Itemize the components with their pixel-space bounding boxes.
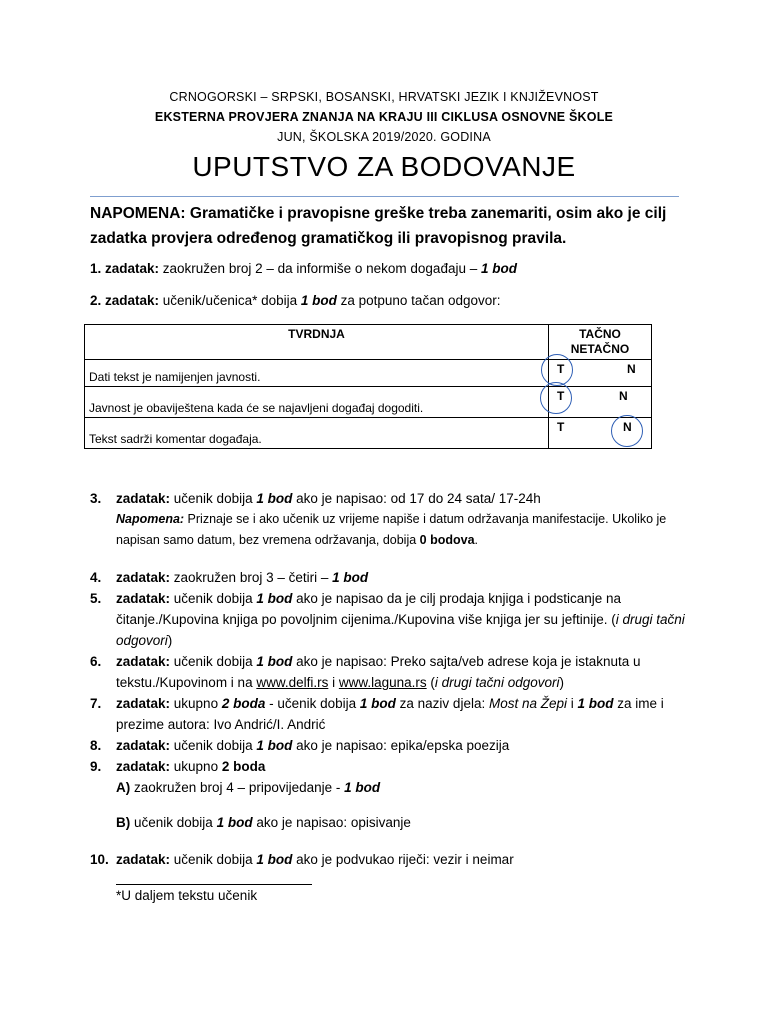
circle-mark [611, 415, 643, 447]
task-1-points: 1 bod [480, 261, 517, 276]
task-6-number: 6. [90, 654, 102, 669]
col-statement-header: TVRDNJA [85, 325, 549, 360]
task-8-number: 8. [90, 738, 102, 753]
answer-n: N [627, 362, 636, 376]
table-row [85, 418, 652, 449]
note-text: Gramatičke i pravopisne greške treba zanemariti, osim ako je cilj zadatka provjera određenog gramatičkog ili pravopisnog pravila. [90, 205, 667, 247]
task-3 [90, 488, 690, 551]
header-date: JUN, ŠKOLSKA 2019/2020. GODINA [277, 130, 491, 144]
task-3-points: 1 bod [256, 491, 293, 506]
answer-n: N [619, 389, 628, 403]
task-2-label: 2. zadatak: [90, 293, 160, 308]
task-4-number: 4. [90, 570, 102, 585]
answer-t: T [557, 420, 565, 434]
task-5 [90, 588, 690, 651]
task-3-note-label: Napomena: [116, 512, 185, 526]
header-subject: CRNOGORSKI – SRPSKI, BOSANSKI, HRVATSKI JEZIK I KNJIŽEVNOST [169, 90, 599, 104]
task-10-number: 10. [90, 852, 109, 867]
task-6-label: zadatak: [116, 654, 171, 669]
task-9-a-points: 1 bod [344, 780, 381, 795]
task-9-a [90, 777, 690, 798]
task-5-label: zadatak: [116, 591, 171, 606]
tasks-list [90, 567, 690, 870]
task-7 [90, 693, 690, 735]
answer-t: T [557, 389, 565, 403]
task-9 [90, 756, 690, 777]
task-4 [90, 567, 690, 588]
task-9-label: zadatak: [116, 759, 171, 774]
task-5-answer: ako je napisao da je cilj prodaja knjiga i podsticanje na čitanje./Kupovina knjiga po povoljnim cijenima./Kupovina više knjiga jer su jeftinije. ( [116, 591, 622, 627]
task-9-text: ukupno [170, 759, 222, 774]
circle-mark [540, 382, 572, 414]
task-7-points: 1 bod [359, 696, 396, 711]
task-10-points: 1 bod [256, 852, 293, 867]
task-7-text: ukupno [170, 696, 222, 711]
answer-t: T [557, 362, 565, 376]
answer-cell [549, 418, 652, 449]
statement-cell: Dati tekst je namijenjen javnosti. [85, 360, 549, 387]
task-7-points-2: 1 bod [577, 696, 614, 711]
answer-cell [549, 387, 652, 418]
task-5-text: učenik dobija [170, 591, 257, 606]
task-7-work: Most na Žepi [488, 696, 568, 711]
task-10 [90, 849, 690, 870]
task-6-italic: i drugi tačni odgovori [434, 675, 560, 690]
task-1-text: zaokružen broj 2 – da informiše o nekom događaju – [159, 261, 481, 276]
task-6-and: i [328, 675, 339, 690]
col-false-label: NETAČNO [570, 342, 630, 356]
statement-cell: Javnost je obaviještena kada će se najavljeni događaj dogoditi. [85, 387, 549, 418]
answers-table [84, 324, 652, 449]
task-4-points: 1 bod [332, 570, 369, 585]
task-10-text: učenik dobija [170, 852, 257, 867]
task-6-text: učenik dobija [170, 654, 257, 669]
task-7-text-c: za naziv djela: [395, 696, 489, 711]
task-3-note-text: Priznaje se i ako učenik uz vrijeme napiše i datum održavanja manifestacije. Ukoliko je napisan samo datum, bez vremena održavanja, dobija [116, 512, 667, 547]
task-9-b-points: 1 bod [216, 815, 253, 830]
task-6-paren: ( [426, 675, 435, 690]
task-6-end: ) [559, 675, 564, 690]
answer-n: N [623, 420, 632, 434]
task-4-label: zadatak: [116, 570, 171, 585]
task-10-answer: ako je podvukao riječi: vezir i neimar [292, 852, 514, 867]
task-5-points: 1 bod [256, 591, 293, 606]
task-6-answer: ako je napisao: Preko sajta/veb adrese koja je istaknuta u tekstu./Kupovinom i na [116, 654, 641, 690]
task-9-total: 2 boda [221, 759, 266, 774]
task-3-note-points: 0 bodova [419, 533, 475, 547]
task-3-text: učenik dobija [170, 491, 257, 506]
task-8 [90, 735, 690, 756]
title-divider [90, 196, 679, 197]
task-9-b [90, 812, 690, 833]
note-label: NAPOMENA: [90, 205, 186, 222]
task-9-b-answer: ako je napisao: opisivanje [252, 815, 411, 830]
task-9-a-label: A) [116, 780, 131, 795]
task-8-label: zadatak: [116, 738, 171, 753]
task-8-answer: ako je napisao: epika/epska poezija [292, 738, 510, 753]
table-header-row [85, 325, 652, 360]
answer-cell [549, 360, 652, 387]
task-7-total: 2 boda [221, 696, 266, 711]
task-3-answer: ako je napisao: od 17 do 24 sata/ 17-24h [292, 491, 541, 506]
task-6 [90, 651, 690, 693]
col-true-false-header [549, 325, 652, 360]
delfi-link[interactable]: www.delfi.rs [256, 675, 329, 690]
statement-cell: Tekst sadrži komentar događaja. [85, 418, 549, 449]
footnote-rule [116, 884, 312, 885]
task-5-italic: i drugi tačni odgovori [116, 612, 685, 648]
task-7-text-e: za ime i prezime autora: Ivo Andrić/I. Andrić [116, 696, 664, 732]
header-exam: EKSTERNA PROVJERA ZNANJA NA KRAJU III CIKLUSA OSNOVNE ŠKOLE [154, 110, 614, 124]
task-7-number: 7. [90, 696, 102, 711]
col-true-label: TAČNO [579, 327, 621, 341]
table-row [85, 360, 652, 387]
task-3-note [90, 509, 690, 551]
task-6-points: 1 bod [256, 654, 293, 669]
task-1-label: 1. zadatak: [90, 261, 160, 276]
task-2-text: učenik/učenica* dobija [159, 293, 301, 308]
note-paragraph [90, 201, 690, 251]
task-3-note-end: . [474, 533, 479, 547]
task-8-text: učenik dobija [170, 738, 257, 753]
task-5-end: ) [167, 633, 173, 648]
task-9-a-text: zaokružen broj 4 – pripovijedanje - [130, 780, 345, 795]
laguna-link[interactable]: www.laguna.rs [338, 675, 427, 690]
task-4-text: zaokružen broj 3 – četiri – [170, 570, 333, 585]
task-9-b-label: B) [116, 815, 131, 830]
footnote: *U daljem tekstu učenik [116, 888, 258, 903]
task-8-points: 1 bod [256, 738, 293, 753]
task-3-number: 3. [90, 491, 102, 506]
task-7-text-d: i [567, 696, 578, 711]
task-3-label: zadatak: [116, 491, 171, 506]
task-7-text-b: - učenik dobija [265, 696, 360, 711]
task-9-b-text: učenik dobija [130, 815, 217, 830]
task-1 [90, 261, 517, 276]
page-title: UPUTSTVO ZA BODOVANJE [192, 151, 576, 182]
task-5-number: 5. [90, 591, 102, 606]
table-row [85, 387, 652, 418]
task-7-label: zadatak: [116, 696, 171, 711]
task-2-points: 1 bod [300, 293, 337, 308]
task-2-text-end: za potpuno tačan odgovor: [336, 293, 501, 308]
task-10-label: zadatak: [116, 852, 171, 867]
task-2 [90, 293, 501, 308]
task-9-number: 9. [90, 759, 102, 774]
